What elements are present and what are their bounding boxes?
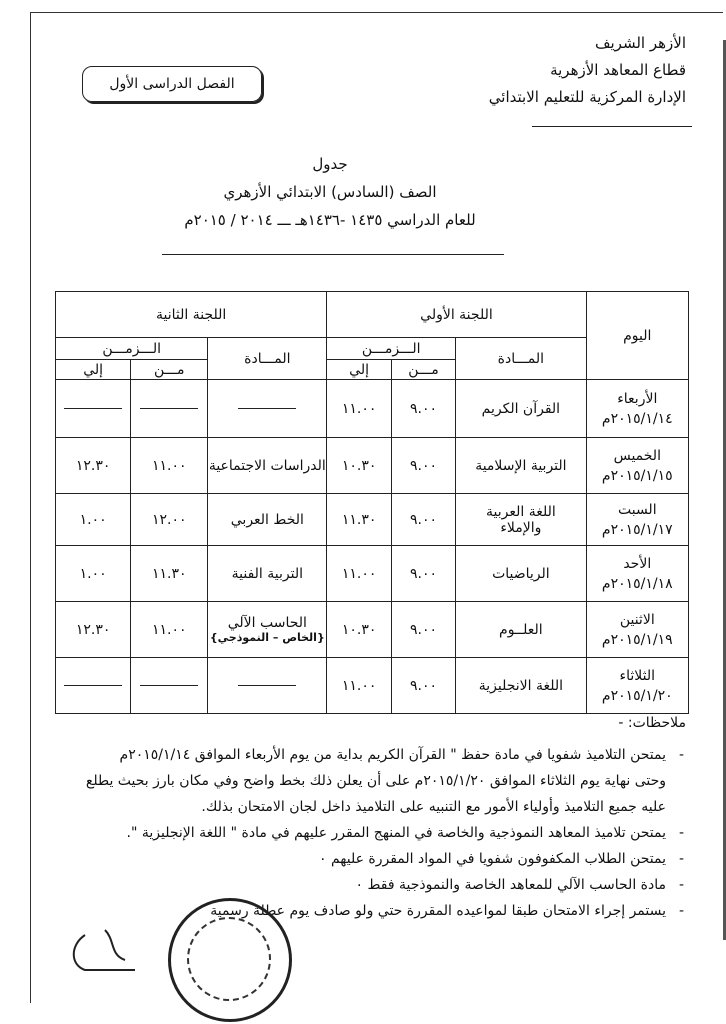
day-cell <box>586 438 688 494</box>
day-date: ٢٠١٥/١/٢٠م <box>601 687 673 704</box>
day-date: ٢٠١٥/١/١٤م <box>601 410 673 427</box>
day-cell <box>586 658 688 714</box>
header-line-2: قطاع المعاهد الأزهرية <box>550 61 686 79</box>
subject-1: اللغة الانجليزية <box>456 658 586 714</box>
semester-label: الفصل الدراسى الأول <box>82 66 262 102</box>
subject-2-line-2: {الخاص – النموذجي} <box>209 630 325 644</box>
day-cell <box>586 602 688 658</box>
from-1: ٩.٠٠ <box>391 546 455 602</box>
table-row <box>56 438 689 494</box>
from-2: ١١.٠٠ <box>131 602 208 658</box>
notes-section <box>46 712 686 924</box>
to-1: ١١.٠٠ <box>327 546 392 602</box>
day-date: ٢٠١٥/١/١٥م <box>601 467 673 484</box>
day-cell <box>586 380 688 438</box>
from-2: ١١.٠٠ <box>131 438 208 494</box>
subject-1 <box>456 494 586 546</box>
subject-2 <box>208 602 327 658</box>
subject-header-1: المـــادة <box>456 338 586 380</box>
table-row <box>56 380 689 438</box>
table-row <box>56 602 689 658</box>
subject-2-empty <box>208 658 327 714</box>
to-1: ١١.٠٠ <box>327 658 392 714</box>
day-date: ٢٠١٥/١/١٨م <box>601 575 673 592</box>
subject-header-2: المـــادة <box>208 338 327 380</box>
day-name: الثلاثاء <box>619 667 656 684</box>
day-date: ٢٠١٥/١/١٩م <box>601 631 673 648</box>
notes-title: ملاحظات: - <box>618 715 686 731</box>
stamp-inner-ring <box>187 917 271 1001</box>
day-header: اليوم <box>586 292 688 380</box>
to-2: ١.٠٠ <box>56 494 131 546</box>
from-2: ١٢.٠٠ <box>131 494 208 546</box>
note-item: - يستمر إجراء الامتحان طبقا لمواعيده المقررة حتي ولو صادف يوم عطلة رسمية <box>46 898 686 924</box>
day-cell <box>586 546 688 602</box>
subject-1: العلــوم <box>456 602 586 658</box>
title-line-3: للعام الدراسي ١٤٣٥ -١٤٣٦هـ ـــ ٢٠١٤ / ٢٠١٥م <box>184 211 476 229</box>
from-1: ٩.٠٠ <box>391 602 455 658</box>
to-1: ١٠.٣٠ <box>327 438 392 494</box>
to-header-1: إلي <box>327 360 392 380</box>
day-name: الأحد <box>623 555 652 572</box>
to-2: ١٢.٣٠ <box>56 602 131 658</box>
to-1: ١٠.٣٠ <box>327 602 392 658</box>
day-cell <box>586 494 688 546</box>
day-name: الاثنين <box>619 611 655 628</box>
table-row <box>56 494 689 546</box>
subject-2-line-1: الحاسب الآلي <box>227 614 307 631</box>
subject-1: القرآن الكريم <box>456 380 586 438</box>
title-line-1: جدول <box>312 155 348 173</box>
from-1: ٩.٠٠ <box>391 658 455 714</box>
title-line-2: الصف (السادس) الابتدائي الأزهري <box>223 183 437 201</box>
to-2: ١٢.٣٠ <box>56 438 131 494</box>
time-header-2: الـــزمـــن <box>56 338 208 360</box>
day-name: السبت <box>617 501 657 518</box>
note-item: - يمتحن الطلاب المكفوفون شفويا في المواد المقررة عليهم ٠ <box>46 846 686 872</box>
table-row <box>56 546 689 602</box>
exam-schedule-table <box>55 291 689 714</box>
note-item: - يمتحن تلاميذ المعاهد النموذجية والخاصة في المنهج المقرر عليهم في مادة " اللغة الإنجليزية ". <box>46 820 686 846</box>
day-name: الأربعاء <box>617 390 658 407</box>
official-stamp <box>168 898 292 1022</box>
from-header-1: مـــن <box>391 360 455 380</box>
table-row <box>56 658 689 714</box>
subject-1: الرياضيات <box>456 546 586 602</box>
title-divider <box>162 254 504 255</box>
to-2-empty <box>56 658 131 714</box>
document-title <box>150 150 510 234</box>
day-name: الخميس <box>613 447 661 464</box>
subject-2: الدراسات الاجتماعية <box>208 438 327 494</box>
from-1: ٩.٠٠ <box>391 494 455 546</box>
from-1: ٩.٠٠ <box>391 380 455 438</box>
from-header-2: مـــن <box>131 360 208 380</box>
time-header-1: الـــزمـــن <box>327 338 456 360</box>
subject-1-line-1: اللغة العربية <box>485 503 556 520</box>
from-1: ٩.٠٠ <box>391 438 455 494</box>
note-item-continued: عليه جميع التلاميذ وأولياء الأمور مع التنبيه على التلاميذ داخل لجان الامتحان بذلك. <box>201 799 666 815</box>
header-divider <box>532 126 692 127</box>
signature-mark <box>65 925 155 985</box>
to-1: ١١.٠٠ <box>327 380 392 438</box>
note-item-continued: وحتى نهاية يوم الثلاثاء الموافق ٢٠١٥/١/٢٠م على أن يعلن ذلك بخط واضح وفي مكان بارز بحيث يطلع <box>85 773 666 789</box>
from-2: ١١.٣٠ <box>131 546 208 602</box>
subject-1: التربية الإسلامية <box>456 438 586 494</box>
header-line-3: الإدارة المركزية للتعليم الابتدائي <box>488 88 686 106</box>
committee-2-header: اللجنة الثانية <box>56 292 327 338</box>
subject-2: التربية الفنية <box>208 546 327 602</box>
to-header-2: إلي <box>56 360 131 380</box>
to-2: ١.٠٠ <box>56 546 131 602</box>
from-2-empty <box>131 658 208 714</box>
note-item: - مادة الحاسب الآلي للمعاهد الخاصة والنموذجية فقط ٠ <box>46 872 686 898</box>
header-line-1: الأزهر الشريف <box>594 34 686 52</box>
from-2-empty <box>131 380 208 438</box>
day-date: ٢٠١٥/١/١٧م <box>601 521 673 538</box>
to-1: ١١.٣٠ <box>327 494 392 546</box>
committee-1-header: اللجنة الأولي <box>327 292 586 338</box>
subject-2-empty <box>208 380 327 438</box>
subject-2: الخط العربي <box>208 494 327 546</box>
to-2-empty <box>56 380 131 438</box>
institution-header <box>489 30 686 111</box>
subject-1-line-2: والإملاء <box>500 519 542 536</box>
note-item: - يمتحن التلاميذ شفويا في مادة حفظ " القرآن الكريم بداية من يوم الأربعاء الموافق ٢٠١٥/١/١٤م <box>46 742 686 768</box>
